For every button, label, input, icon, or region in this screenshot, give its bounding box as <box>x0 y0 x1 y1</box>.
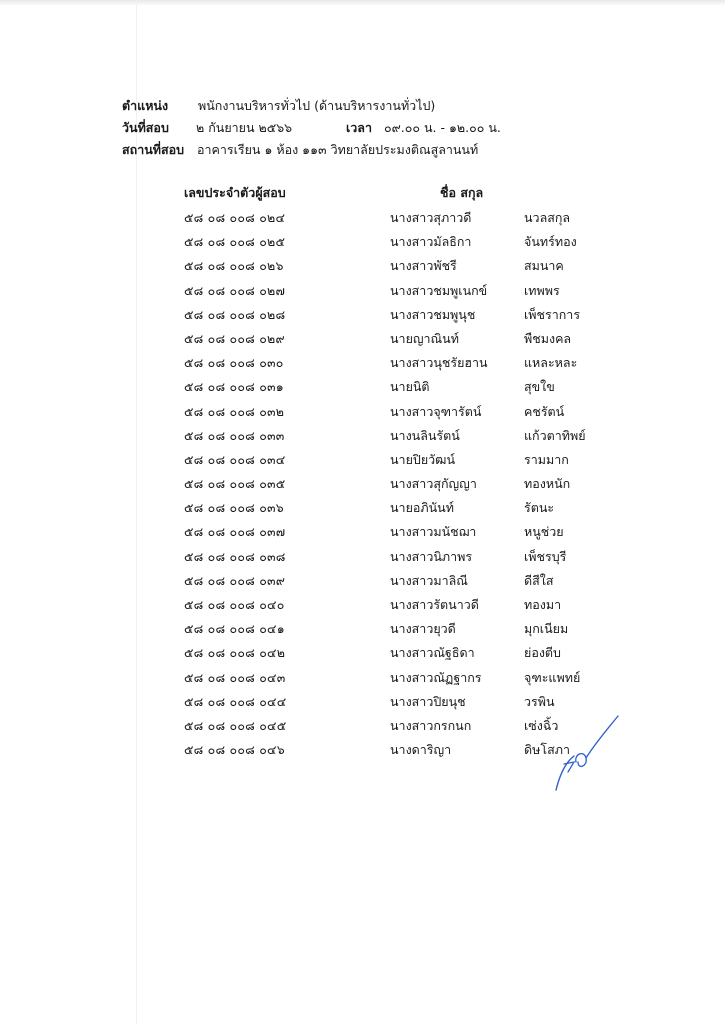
position-label: ตำแหน่ง <box>122 98 169 113</box>
candidate-id: ๕๘ ๐๘ ๐๐๘ ๐๔๕ <box>184 717 287 733</box>
table-row <box>0 641 725 665</box>
candidate-last-name: เซ่งฉิ้ว <box>524 717 559 733</box>
candidate-last-name: ทองมา <box>524 597 562 612</box>
candidate-id: ๕๘ ๐๘ ๐๐๘ ๐๓๓ <box>184 427 285 443</box>
table-row <box>0 279 725 303</box>
candidate-id: ๕๘ ๐๘ ๐๐๘ ๐๒๙ <box>184 330 285 346</box>
column-header-name: ชื่อ สกุล <box>440 185 484 200</box>
candidate-first-name: นางดาริญา <box>390 742 452 758</box>
table-row <box>0 520 725 544</box>
candidate-first-name: นางสาวรัตนาวดี <box>390 597 479 612</box>
venue-label: สถานที่สอบ <box>122 142 185 157</box>
table-row <box>0 569 725 593</box>
table-row <box>0 666 725 690</box>
candidate-first-name: นางสาวนิภาพร <box>390 548 473 564</box>
date-value: ๒ กันยายน ๒๕๖๖ <box>196 120 293 135</box>
table-row <box>0 400 725 424</box>
candidate-last-name: คชรัตน์ <box>524 403 565 419</box>
table-row <box>0 448 725 472</box>
candidate-last-name: สมนาค <box>524 258 564 274</box>
candidate-id: ๕๘ ๐๘ ๐๐๘ ๐๓๐ <box>184 355 284 371</box>
table-row <box>0 303 725 327</box>
candidate-id: ๕๘ ๐๘ ๐๐๘ ๐๒๗ <box>184 282 286 298</box>
table-row <box>0 617 725 641</box>
candidate-first-name: นางสาวปิยนุช <box>390 693 466 709</box>
scan-edge <box>0 0 725 6</box>
table-row <box>0 254 725 278</box>
candidate-id: ๕๘ ๐๘ ๐๐๘ ๐๒๔ <box>184 210 286 225</box>
candidate-last-name: วรพิน <box>524 693 555 709</box>
candidate-id: ๕๘ ๐๘ ๐๐๘ ๐๔๖ <box>184 742 285 758</box>
candidate-last-name: เพ็ชรบุรี <box>524 548 567 564</box>
candidate-first-name: นางสาวยุวดี <box>390 621 456 637</box>
candidate-first-name: นางสาวพัชรี <box>390 258 457 274</box>
candidate-last-name: รามมาก <box>524 451 569 467</box>
candidate-last-name: เทพพร <box>524 282 560 298</box>
candidate-first-name: นางสาวชมพูเนกข์ <box>390 282 488 298</box>
candidate-id: ๕๘ ๐๘ ๐๐๘ ๐๔๔ <box>184 693 287 709</box>
candidate-first-name: นายปิยวัฒน์ <box>390 451 456 467</box>
table-row <box>0 545 725 569</box>
candidate-last-name: สุขใข <box>524 379 555 395</box>
table-row <box>0 351 725 375</box>
candidate-first-name: นางสาวนุชรัยฮาน <box>390 355 488 371</box>
candidate-first-name: นางสาวกรกนก <box>390 717 472 733</box>
candidate-last-name: พืชมงคล <box>524 330 572 346</box>
candidate-id: ๕๘ ๐๘ ๐๐๘ ๐๓๗ <box>184 524 286 540</box>
candidate-id: ๕๘ ๐๘ ๐๐๘ ๐๓๒ <box>184 403 285 419</box>
candidate-id: ๕๘ ๐๘ ๐๐๘ ๐๒๘ <box>184 306 286 322</box>
position-value: พนักงานบริหารทั่วไป (ด้านบริหารงานทั่วไป) <box>198 98 436 113</box>
candidate-last-name: ย่องตีบ <box>524 645 561 661</box>
candidate-last-name: รัตนะ <box>524 500 555 516</box>
column-header-id: เลขประจำตัวผู้สอบ <box>184 185 286 200</box>
candidate-first-name: นางสาวจุฑารัตน์ <box>390 403 482 419</box>
candidate-first-name: นางสาวมาลิณี <box>390 572 468 588</box>
candidate-last-name: จันทร์ทอง <box>524 234 577 250</box>
candidate-id: ๕๘ ๐๘ ๐๐๘ ๐๔๓ <box>184 669 286 685</box>
table-row <box>0 206 725 230</box>
candidate-first-name: นางสาวสุภาวดี <box>390 210 472 225</box>
handwritten-signature <box>552 712 624 796</box>
table-row <box>0 593 725 617</box>
candidate-id: ๕๘ ๐๘ ๐๐๘ ๐๔๐ <box>184 597 285 612</box>
candidate-id: ๕๘ ๐๘ ๐๐๘ ๐๓๖ <box>184 500 284 516</box>
candidate-first-name: นางสาวสุกัญญา <box>390 476 477 492</box>
candidate-first-name: นางสาวมนัชฌา <box>390 524 477 540</box>
candidate-first-name: นายนิติ <box>390 379 430 395</box>
table-row <box>0 230 725 254</box>
table-row <box>0 327 725 351</box>
candidate-id: ๕๘ ๐๘ ๐๐๘ ๐๒๕ <box>184 234 286 250</box>
candidate-last-name: แหละหละ <box>524 355 578 371</box>
time-value: ๐๙.๐๐ น. - ๑๒.๐๐ น. <box>384 120 501 135</box>
candidate-last-name: แก้วตาทิพย์ <box>524 427 586 443</box>
candidate-first-name: นางนลินรัตน์ <box>390 427 460 443</box>
candidate-id: ๕๘ ๐๘ ๐๐๘ ๐๔๒ <box>184 645 286 661</box>
candidate-id: ๕๘ ๐๘ ๐๐๘ ๐๓๘ <box>184 548 286 564</box>
venue-value: อาคารเรียน ๑ ห้อง ๑๑๓ วิทยาลัยประมงติณสูลานนท์ <box>197 142 479 157</box>
table-row <box>0 690 725 714</box>
candidate-id: ๕๘ ๐๘ ๐๐๘ ๐๓๙ <box>184 572 286 588</box>
candidate-last-name: นวลสกุล <box>524 210 571 225</box>
candidate-last-name: ทองหนัก <box>524 476 571 492</box>
table-row <box>0 424 725 448</box>
time-label: เวลา <box>346 120 372 135</box>
candidate-id: ๕๘ ๐๘ ๐๐๘ ๐๒๖ <box>184 258 284 274</box>
candidate-id: ๕๘ ๐๘ ๐๐๘ ๐๓๔ <box>184 451 286 467</box>
candidate-last-name: เพ็ชราการ <box>524 306 581 322</box>
table-row <box>0 375 725 399</box>
table-row <box>0 496 725 520</box>
candidate-last-name: หนูช่วย <box>524 524 564 540</box>
candidate-first-name: นายอภินันท์ <box>390 500 454 516</box>
candidate-id: ๕๘ ๐๘ ๐๐๘ ๐๓๑ <box>184 379 284 395</box>
candidate-last-name: ดีสีใส <box>524 572 554 588</box>
candidate-last-name: ดิษโสภา <box>524 742 570 758</box>
candidate-first-name: นางสาวชมพูนุช <box>390 306 476 322</box>
candidate-id: ๕๘ ๐๘ ๐๐๘ ๐๓๕ <box>184 476 286 492</box>
candidate-first-name: นางสาวณัฏฐากร <box>390 669 482 685</box>
candidate-last-name: จุฑะแพทย์ <box>524 669 581 685</box>
table-row <box>0 472 725 496</box>
candidate-list <box>0 206 725 762</box>
candidate-last-name: มุกเนียม <box>524 621 569 637</box>
candidate-first-name: นางสาวมัลธิกา <box>390 234 472 250</box>
candidate-first-name: นายญาณินท์ <box>390 330 459 346</box>
candidate-first-name: นางสาวณัฐธิดา <box>390 645 475 661</box>
date-label: วันที่สอบ <box>122 120 169 135</box>
candidate-id: ๕๘ ๐๘ ๐๐๘ ๐๔๑ <box>184 621 285 637</box>
